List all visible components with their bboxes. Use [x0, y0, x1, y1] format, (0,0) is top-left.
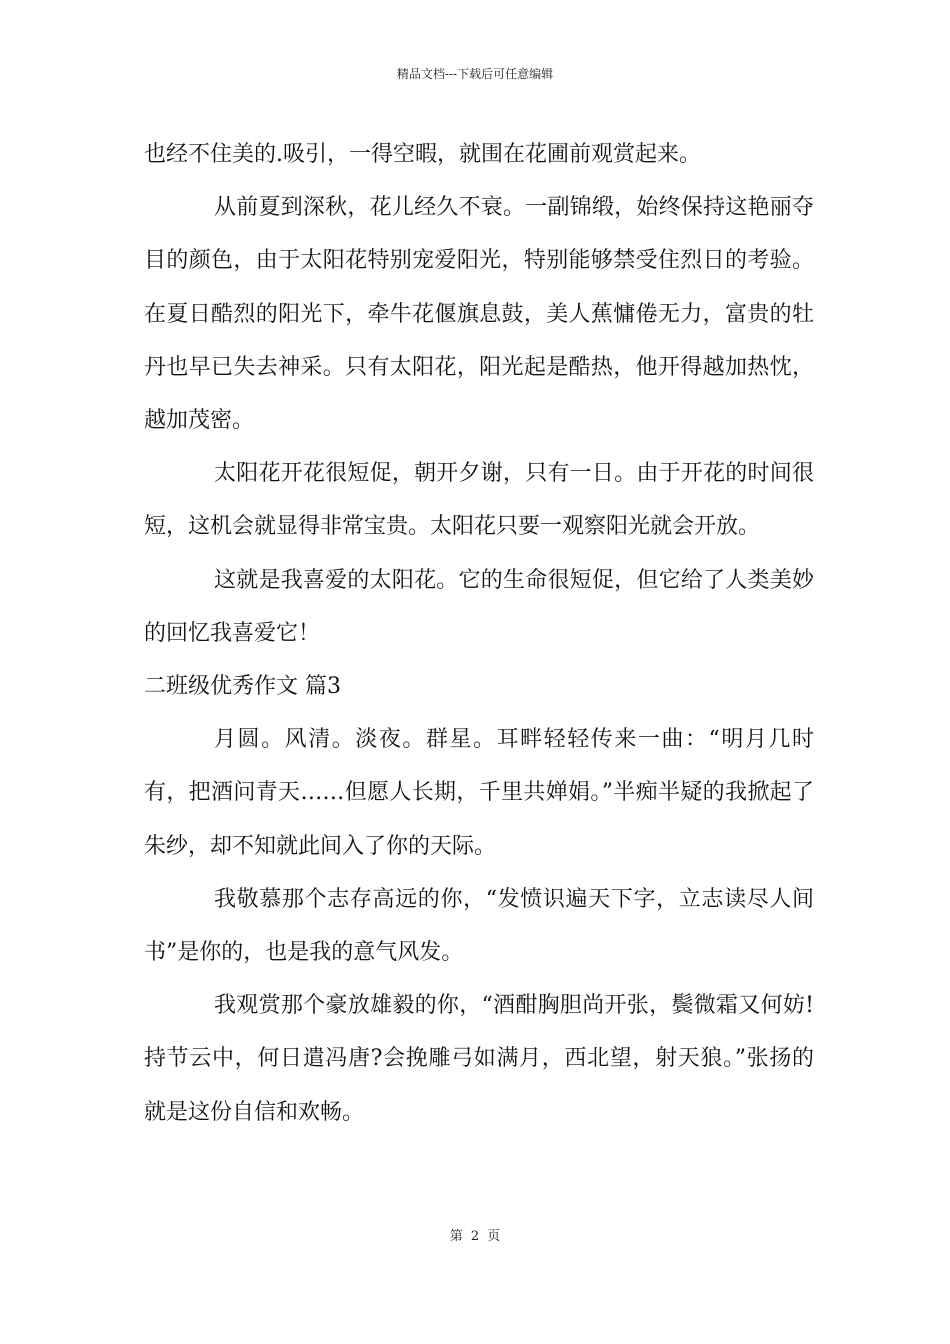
paragraph-6: 我敬慕那个志存高远的你，“发愤识遍天下字，立志读尽人间书”是你的，也是我的意气风发。 [144, 886, 814, 966]
document-body [144, 128, 814, 1139]
section-heading: 二班级优秀作文 篇3 [144, 674, 341, 700]
paragraph-5: 月圆。风清。淡夜。群星。耳畔轻轻传来一曲：“明月几时有，把酒问青天……但愿人长期，千里共婵娟。”半痴半疑的我掀起了朱纱，却不知就此间入了你的天际。 [144, 727, 814, 859]
paragraph-2: 从前夏到深秋，花儿经久不衰。一副锦缎，始终保持这艳丽夺目的颜色，由于太阳花特别宠爱阳光，特别能够禁受住烈日的考验。在夏日酷烈的阳光下，牵牛花偃旗息鼓，美人蕉慵倦无力，富贵的牡丹也早已失去神采。只有太阳花，阳光起是酷热，他开得越加热忱，越加茂密。 [144, 195, 814, 434]
page-number: 2 [470, 1229, 480, 1244]
header-text: 精品文档---下载后可任意编辑 [396, 67, 554, 81]
paragraph-1: 也经不住美的.吸引，一得空暇，就围在花圃前观赏起来。 [144, 142, 701, 167]
paragraph-7: 我观赏那个豪放雄毅的你，“酒酣胸胆尚开张，鬓微霜又何妨!持节云中，何日遣冯唐?会挽雕弓如满月，西北望，射天狼。”张扬的就是这份自信和欢畅。 [144, 993, 814, 1125]
paragraph-3: 太阳花开花很短促，朝开夕谢，只有一日。由于开花的时间很短，这机会就显得非常宝贵。太阳花只要一观察阳光就会开放。 [144, 461, 814, 540]
page-footer [0, 1229, 950, 1245]
page-header [0, 66, 950, 82]
page-number-suffix: 页 [487, 1229, 501, 1244]
page-number-prefix: 第 [449, 1229, 463, 1244]
paragraph-4: 这就是我喜爱的太阳花。它的生命很短促，但它给了人类美妙的回忆我喜爱它！ [144, 567, 814, 646]
